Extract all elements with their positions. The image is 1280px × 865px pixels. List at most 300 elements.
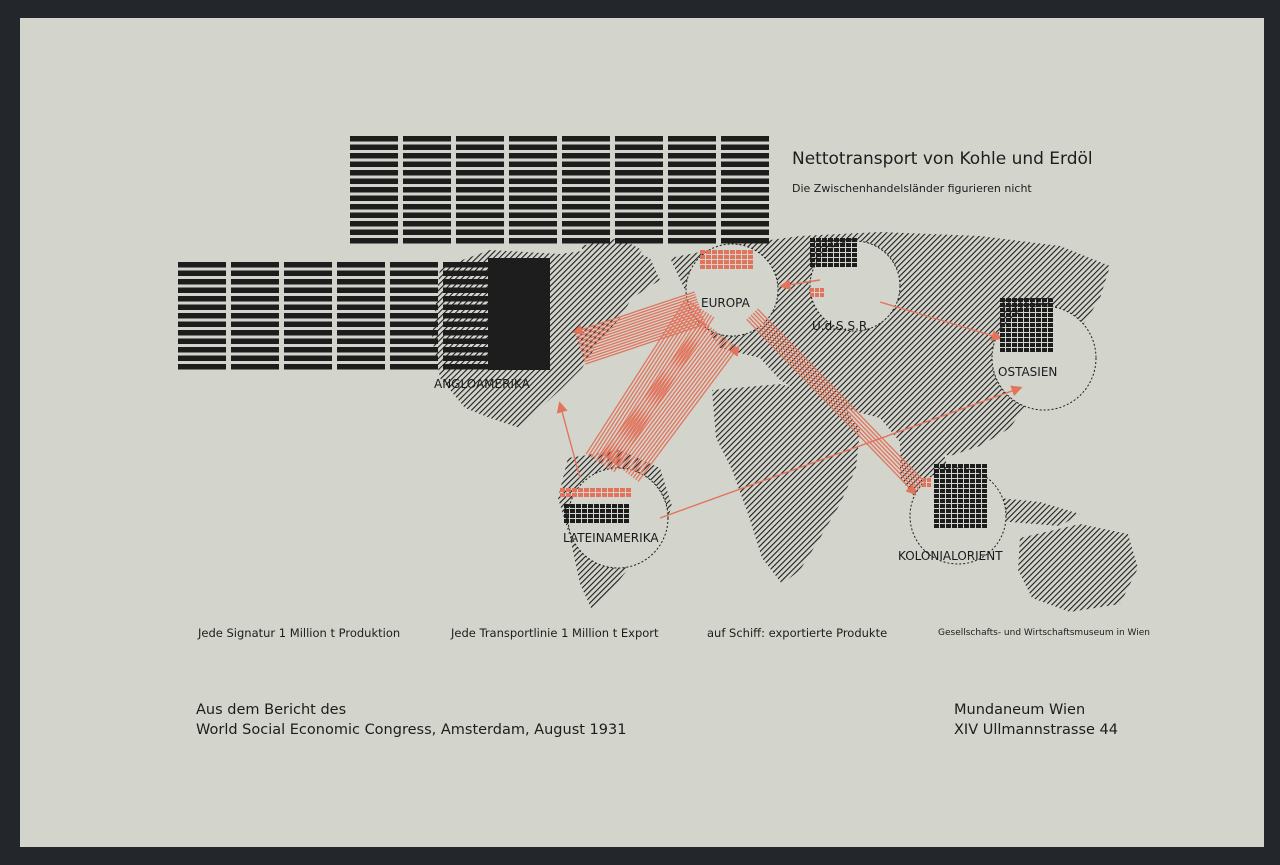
- commodity-icon: [700, 260, 705, 264]
- commodity-icon: [976, 504, 981, 508]
- production-icon-row: [390, 322, 438, 328]
- commodity-icon: [578, 493, 583, 497]
- commodity-icon: [748, 255, 753, 259]
- production-icon-row: [456, 179, 504, 185]
- production-icon-row: [668, 170, 716, 176]
- commodity-icon: [940, 519, 945, 523]
- commodity-icon: [970, 489, 975, 493]
- commodity-icon: [834, 253, 839, 257]
- commodity-icon: [608, 493, 613, 497]
- chart-sheet: [20, 18, 1264, 847]
- commodity-icon: [1036, 318, 1041, 322]
- commodity-icon: [852, 253, 857, 257]
- production-icon-row: [509, 213, 557, 219]
- production-icon-row: [509, 221, 557, 227]
- production-icon-row: [337, 322, 385, 328]
- commodity-icon: [964, 464, 969, 468]
- commodity-icon: [1048, 348, 1053, 352]
- production-icon-row: [615, 170, 663, 176]
- commodity-icon: [810, 243, 815, 247]
- commodity-icon: [828, 238, 833, 242]
- commodity-icon: [1036, 328, 1041, 332]
- label-kolonialorient: KOLONIALORIENT: [898, 549, 1003, 563]
- commodity-icon: [736, 255, 741, 259]
- production-icon-row: [456, 145, 504, 151]
- commodity-icon: [570, 514, 575, 518]
- commodity-icon: [576, 514, 581, 518]
- commodity-icon: [1048, 308, 1053, 312]
- commodity-icon: [1048, 323, 1053, 327]
- commodity-icon: [946, 499, 951, 503]
- commodity-icon: [946, 519, 951, 523]
- production-icon-row: [615, 136, 663, 142]
- production-icon-row: [403, 230, 451, 236]
- production-icon-row: [390, 339, 438, 345]
- commodity-icon: [582, 504, 587, 508]
- commodity-icon: [724, 265, 729, 269]
- commodity-icon: [815, 288, 819, 292]
- commodity-icon: [1018, 343, 1023, 347]
- production-icon-row: [562, 145, 610, 151]
- production-icon-row: [337, 313, 385, 319]
- commodity-icon: [594, 509, 599, 513]
- commodity-icon: [1018, 323, 1023, 327]
- production-icon-row: [178, 356, 226, 362]
- commodity-icon: [582, 519, 587, 523]
- production-icon-row: [443, 347, 491, 353]
- production-icon-row: [178, 347, 226, 353]
- commodity-icon: [940, 479, 945, 483]
- production-icon-row: [337, 262, 385, 268]
- commodity-icon: [964, 489, 969, 493]
- production-icon-row: [615, 145, 663, 151]
- commodity-icon: [624, 509, 629, 513]
- production-icon-row: [403, 196, 451, 202]
- commodity-icon: [1018, 338, 1023, 342]
- production-icon-row: [615, 221, 663, 227]
- production-icon-row: [615, 153, 663, 159]
- commodity-icon: [946, 524, 951, 528]
- commodity-icon: [1042, 303, 1047, 307]
- commodity-icon: [946, 509, 951, 513]
- commodity-icon: [1018, 303, 1023, 307]
- production-icon-row: [403, 238, 451, 244]
- production-icon-row: [668, 153, 716, 159]
- commodity-icon: [1036, 338, 1041, 342]
- commodity-icon: [1000, 313, 1005, 317]
- commodity-icon: [1030, 333, 1035, 337]
- production-icon-row: [350, 238, 398, 244]
- commodity-icon: [1000, 308, 1005, 312]
- commodity-icon: [614, 488, 619, 492]
- commodity-icon: [940, 469, 945, 473]
- commodity-icon: [1048, 318, 1053, 322]
- commodity-icon: [602, 493, 607, 497]
- production-icon-row: [350, 196, 398, 202]
- production-icon-row: [337, 347, 385, 353]
- production-icon-row: [337, 288, 385, 294]
- commodity-icon: [1048, 338, 1053, 342]
- commodity-icon: [816, 238, 821, 242]
- commodity-icon: [576, 504, 581, 508]
- commodity-icon: [976, 489, 981, 493]
- production-icon-row: [178, 330, 226, 336]
- commodity-icon: [934, 464, 939, 468]
- production-icon-row: [350, 204, 398, 210]
- commodity-icon: [564, 514, 569, 518]
- commodity-icon: [564, 504, 569, 508]
- commodity-icon: [976, 484, 981, 488]
- commodity-icon: [1006, 308, 1011, 312]
- commodity-icon: [828, 253, 833, 257]
- commodity-icon: [934, 489, 939, 493]
- commodity-icon: [1024, 338, 1029, 342]
- commodity-icon: [590, 488, 595, 492]
- commodity-icon: [1000, 328, 1005, 332]
- commodity-icon: [822, 258, 827, 262]
- production-icon-row: [509, 170, 557, 176]
- production-icon-row: [562, 230, 610, 236]
- production-icon-row: [231, 313, 279, 319]
- commodity-icon: [618, 514, 623, 518]
- commodity-icon: [982, 519, 987, 523]
- production-icon-row: [178, 364, 226, 370]
- commodity-icon: [594, 519, 599, 523]
- production-icon-row: [615, 238, 663, 244]
- production-icon-row: [615, 162, 663, 168]
- production-icon-row: [509, 136, 557, 142]
- commodity-icon: [606, 519, 611, 523]
- production-icon-row: [178, 339, 226, 345]
- commodity-icon: [828, 258, 833, 262]
- production-icon-row: [509, 179, 557, 185]
- commodity-icon: [964, 479, 969, 483]
- production-icon-row: [443, 279, 491, 285]
- production-icon-row: [178, 305, 226, 311]
- production-icon-row: [284, 347, 332, 353]
- production-icon-row: [390, 305, 438, 311]
- commodity-icon: [934, 469, 939, 473]
- commodity-icon: [1042, 333, 1047, 337]
- commodity-icon: [964, 474, 969, 478]
- commodity-icon: [834, 263, 839, 267]
- commodity-icon: [1012, 343, 1017, 347]
- commodity-icon: [976, 474, 981, 478]
- production-icon-row: [403, 136, 451, 142]
- commodity-icon: [570, 504, 575, 508]
- production-icon-row: [231, 288, 279, 294]
- commodity-icon: [1018, 348, 1023, 352]
- commodity-icon: [718, 255, 723, 259]
- footer-source-line1: Aus dem Bericht des: [196, 702, 347, 718]
- production-icon-row: [284, 364, 332, 370]
- commodity-icon: [846, 238, 851, 242]
- production-icon-row: [350, 187, 398, 193]
- commodity-icon: [1006, 303, 1011, 307]
- production-icon-row: [403, 187, 451, 193]
- commodity-icon: [606, 504, 611, 508]
- commodity-icon: [958, 504, 963, 508]
- commodity-icon: [606, 509, 611, 513]
- commodity-icon: [566, 493, 571, 497]
- commodity-icon: [834, 258, 839, 262]
- production-icon-row: [456, 204, 504, 210]
- commodity-icon: [712, 260, 717, 264]
- production-icon-row: [390, 296, 438, 302]
- commodity-icon: [1048, 328, 1053, 332]
- commodity-icon: [1000, 348, 1005, 352]
- production-icon-row: [615, 213, 663, 219]
- commodity-icon: [706, 250, 711, 254]
- commodity-icon: [820, 288, 824, 292]
- commodity-icon: [1030, 308, 1035, 312]
- commodity-icon: [706, 260, 711, 264]
- production-icon-row: [337, 330, 385, 336]
- production-icon-row: [562, 153, 610, 159]
- commodity-icon: [748, 250, 753, 254]
- production-icon-row: [284, 296, 332, 302]
- commodity-icon: [846, 258, 851, 262]
- commodity-icon: [958, 464, 963, 468]
- commodity-icon: [940, 504, 945, 508]
- commodity-icon: [970, 494, 975, 498]
- production-icon-row: [668, 238, 716, 244]
- commodity-icon: [840, 243, 845, 247]
- production-icon-row: [390, 313, 438, 319]
- production-icon-row: [178, 313, 226, 319]
- footer-source-line2: World Social Economic Congress, Amsterdam, August 1931: [196, 722, 627, 738]
- commodity-icon: [946, 494, 951, 498]
- commodity-icon: [1030, 323, 1035, 327]
- production-icon-row: [509, 238, 557, 244]
- commodity-icon: [624, 504, 629, 508]
- commodity-icon: [730, 250, 735, 254]
- production-icon-row: [390, 271, 438, 277]
- production-icon-row: [284, 356, 332, 362]
- commodity-icon: [588, 519, 593, 523]
- commodity-icon: [624, 519, 629, 523]
- commodity-icon: [958, 494, 963, 498]
- commodity-icon: [970, 504, 975, 508]
- production-icon-row: [721, 145, 769, 151]
- commodity-icon: [570, 509, 575, 513]
- production-icon-row: [615, 196, 663, 202]
- footer-address-line1: Mundaneum Wien: [954, 702, 1086, 718]
- commodity-icon: [742, 250, 747, 254]
- commodity-icon: [1030, 348, 1035, 352]
- commodity-icon: [736, 260, 741, 264]
- commodity-icon: [1012, 318, 1017, 322]
- production-icon-row: [562, 204, 610, 210]
- commodity-icon: [982, 479, 987, 483]
- commodity-icon: [1030, 303, 1035, 307]
- production-icon-row: [562, 238, 610, 244]
- commodity-icon: [1018, 333, 1023, 337]
- commodity-icon: [1024, 298, 1029, 302]
- commodity-icon: [982, 504, 987, 508]
- commodity-icon: [1000, 343, 1005, 347]
- commodity-icon: [1042, 343, 1047, 347]
- production-icon-row: [721, 221, 769, 227]
- commodity-icon: [822, 248, 827, 252]
- commodity-icon: [730, 260, 735, 264]
- footer-address: [954, 700, 1118, 740]
- production-icon-row: [562, 213, 610, 219]
- commodity-icon: [1006, 298, 1011, 302]
- production-icon-row: [668, 213, 716, 219]
- commodity-icon: [934, 504, 939, 508]
- production-icon-row: [284, 262, 332, 268]
- commodity-icon: [1006, 313, 1011, 317]
- commodity-icon: [1036, 313, 1041, 317]
- label-europa: EUROPA: [701, 296, 750, 310]
- production-icon-row: [456, 230, 504, 236]
- commodity-icon: [970, 469, 975, 473]
- production-icon-row: [456, 136, 504, 142]
- production-icon-row: [231, 330, 279, 336]
- production-icon-row: [178, 271, 226, 277]
- commodity-icon: [958, 514, 963, 518]
- commodity-icon: [618, 504, 623, 508]
- commodity-icon: [1024, 343, 1029, 347]
- production-icon-row: [456, 221, 504, 227]
- commodity-icon: [1042, 308, 1047, 312]
- commodity-icon: [736, 265, 741, 269]
- commodity-icon: [1018, 313, 1023, 317]
- commodity-icon: [612, 504, 617, 508]
- production-icon-row: [509, 204, 557, 210]
- production-icon-row: [284, 305, 332, 311]
- commodity-icon: [1012, 303, 1017, 307]
- commodity-icon: [952, 524, 957, 528]
- production-icon-row: [390, 279, 438, 285]
- production-icon-row: [231, 356, 279, 362]
- commodity-icon: [1036, 308, 1041, 312]
- commodity-icon: [1012, 333, 1017, 337]
- commodity-icon: [840, 253, 845, 257]
- commodity-icon: [594, 514, 599, 518]
- commodity-icon: [1030, 313, 1035, 317]
- production-icon-row: [562, 162, 610, 168]
- commodity-icon: [964, 494, 969, 498]
- footer-address-line2: XIV Ullmannstrasse 44: [954, 722, 1118, 738]
- commodity-icon: [964, 504, 969, 508]
- commodity-icon: [718, 265, 723, 269]
- footer-source: [196, 700, 626, 740]
- commodity-icon: [1012, 313, 1017, 317]
- commodity-icon: [1000, 318, 1005, 322]
- commodity-icon: [982, 484, 987, 488]
- production-icon-row: [403, 213, 451, 219]
- museum-credit: Gesellschafts- und Wirtschaftsmuseum in Wien: [938, 628, 1150, 638]
- commodity-icon: [612, 519, 617, 523]
- production-icon-row: [443, 288, 491, 294]
- commodity-icon: [958, 479, 963, 483]
- commodity-icon: [852, 258, 857, 262]
- commodity-icon: [1036, 333, 1041, 337]
- commodity-icon: [578, 488, 583, 492]
- commodity-icon: [624, 514, 629, 518]
- commodity-icon: [620, 493, 625, 497]
- commodity-icon: [946, 469, 951, 473]
- production-icon-row: [178, 262, 226, 268]
- commodity-icon: [810, 253, 815, 257]
- commodity-icon: [940, 524, 945, 528]
- production-icon-row: [337, 339, 385, 345]
- commodity-icon: [1036, 343, 1041, 347]
- production-icon-row: [456, 187, 504, 193]
- commodity-icon: [976, 494, 981, 498]
- production-icon-row: [284, 330, 332, 336]
- production-icon-row: [350, 179, 398, 185]
- commodity-icon: [940, 494, 945, 498]
- commodity-icon: [810, 288, 814, 292]
- label-udssr: U.d.S.S.R.: [812, 319, 871, 333]
- commodity-icon: [596, 488, 601, 492]
- commodity-icon: [1012, 348, 1017, 352]
- production-icon-row: [562, 187, 610, 193]
- commodity-icon: [1030, 298, 1035, 302]
- production-icon-row: [337, 296, 385, 302]
- commodity-icon: [560, 488, 565, 492]
- commodity-icon: [927, 483, 931, 487]
- commodity-icon: [958, 484, 963, 488]
- production-icon-row: [350, 230, 398, 236]
- commodity-icon: [952, 514, 957, 518]
- production-icon-row: [178, 322, 226, 328]
- production-icon-row: [350, 153, 398, 159]
- production-icon-row: [615, 230, 663, 236]
- production-icon-row: [231, 339, 279, 345]
- production-icon-row: [509, 196, 557, 202]
- commodity-icon: [576, 509, 581, 513]
- commodity-icon: [970, 464, 975, 468]
- production-icon-row: [178, 279, 226, 285]
- commodity-icon: [712, 250, 717, 254]
- production-icon-row: [337, 279, 385, 285]
- commodity-icon: [600, 509, 605, 513]
- production-icon-row: [390, 330, 438, 336]
- commodity-icon: [834, 238, 839, 242]
- commodity-icon: [958, 469, 963, 473]
- production-icon-row: [721, 230, 769, 236]
- commodity-icon: [946, 514, 951, 518]
- commodity-icon: [1030, 343, 1035, 347]
- commodity-icon: [820, 293, 824, 297]
- production-icon-row: [456, 213, 504, 219]
- commodity-icon: [608, 488, 613, 492]
- commodity-icon: [612, 514, 617, 518]
- commodity-icon: [976, 469, 981, 473]
- commodity-icon: [828, 248, 833, 252]
- commodity-icon: [952, 479, 957, 483]
- icons-ostasien: [1000, 298, 1053, 352]
- production-icon-row: [615, 204, 663, 210]
- commodity-icon: [940, 484, 945, 488]
- production-icon-row: [443, 339, 491, 345]
- commodity-icon: [934, 509, 939, 513]
- commodity-icon: [952, 464, 957, 468]
- production-icon-row: [443, 330, 491, 336]
- commodity-icon: [964, 499, 969, 503]
- production-icon-row: [562, 179, 610, 185]
- commodity-icon: [1006, 333, 1011, 337]
- commodity-icon: [1048, 333, 1053, 337]
- commodity-icon: [976, 479, 981, 483]
- commodity-icon: [1042, 323, 1047, 327]
- production-icon-row: [668, 136, 716, 142]
- commodity-icon: [816, 243, 821, 247]
